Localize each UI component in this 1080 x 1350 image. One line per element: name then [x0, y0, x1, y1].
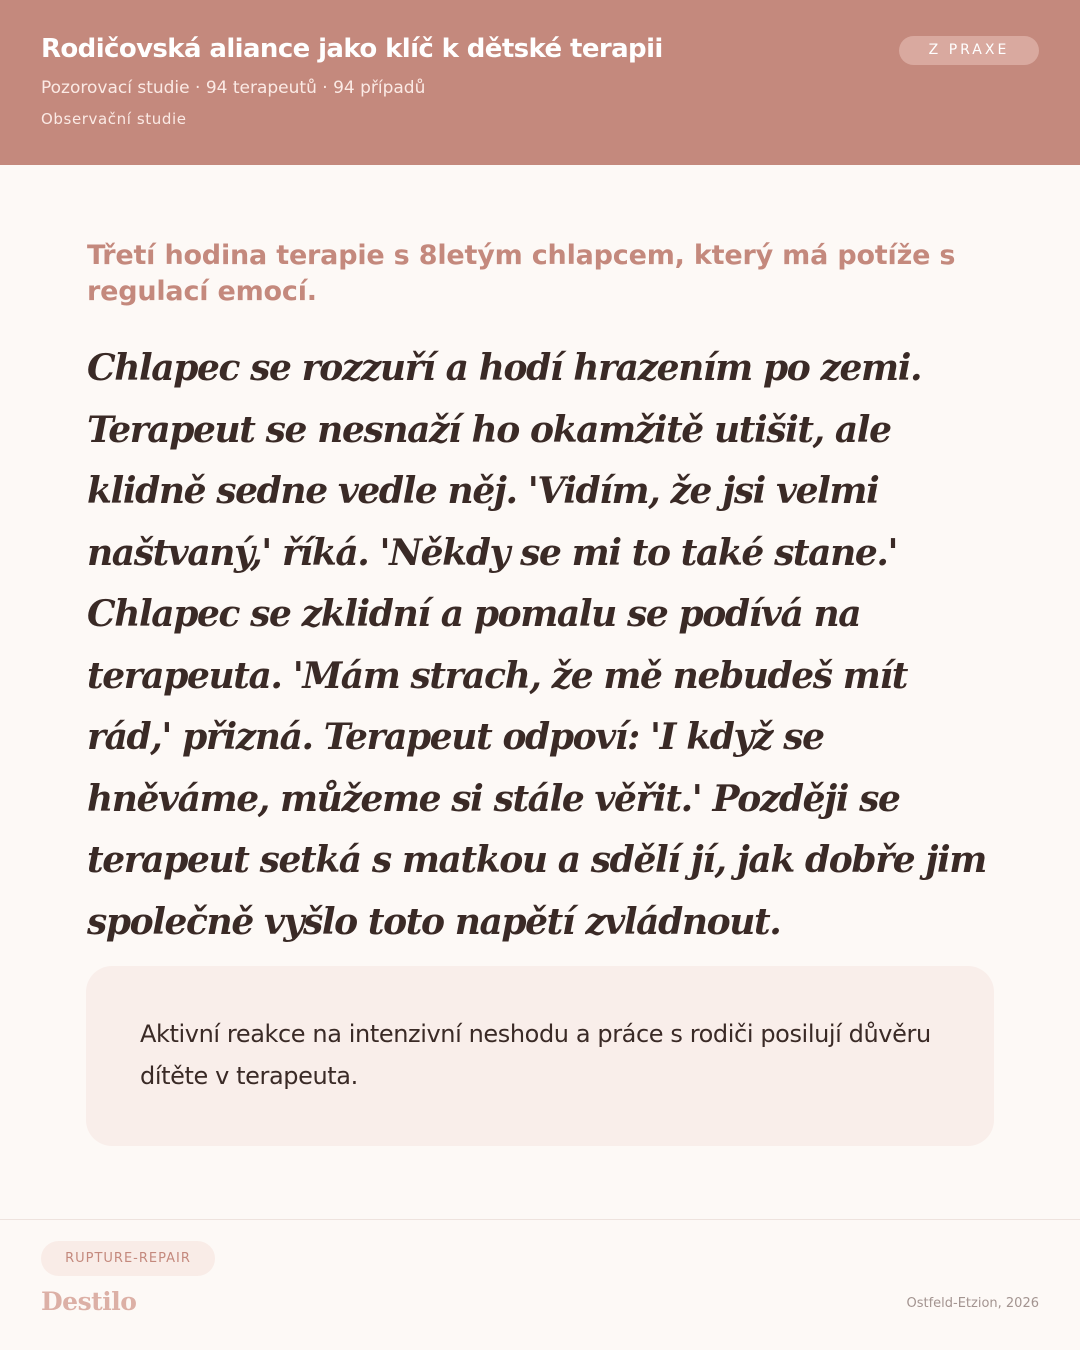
scenario-lead: Třetí hodina terapie s 8letým chlapcem, který má potíže s regulací emocí. [87, 240, 956, 307]
footer-divider [0, 1219, 1080, 1220]
takeaway-card [86, 966, 994, 1146]
source-citation: Ostfeld-Etzion, 2026 [906, 1296, 1039, 1311]
header-banner [0, 0, 1080, 165]
study-summary: Pozorovací studie · 94 terapeutů · 94 případů [41, 78, 426, 98]
topic-tag: RUPTURE-REPAIR [41, 1241, 215, 1276]
case-story: Chlapec se rozzuří a hodí hrazením po zemi. Terapeut se nesnaží ho okamžitě utišit, ale klidně sedne vedle něj. 'Vidím, že jsi velmi naštvaný,' říká. 'Někdy se mi to také stane.' Chlapec se zklidní a pomalu se podívá na terapeuta. 'Mám strach, že mě nebudeš mít rád,' přizná. Terapeut odpoví: 'I když se hněváme, můžeme si stále věřit.' Později se terapeut setká s matkou a sdělí jí, jak dobře jim společně vyšlo toto napětí zvládnout. [87, 347, 986, 943]
page-title: Rodičovská aliance jako klíč k dětské terapii [41, 34, 663, 64]
brand-logo: Destilo [41, 1287, 137, 1316]
study-type-label: Observační studie [41, 110, 187, 128]
takeaway-text: Aktivní reakce na intenzivní neshodu a práce s rodiči posilují důvěru dítěte v terapeuta. [140, 1020, 931, 1090]
category-badge: Z PRAXE [899, 36, 1039, 65]
